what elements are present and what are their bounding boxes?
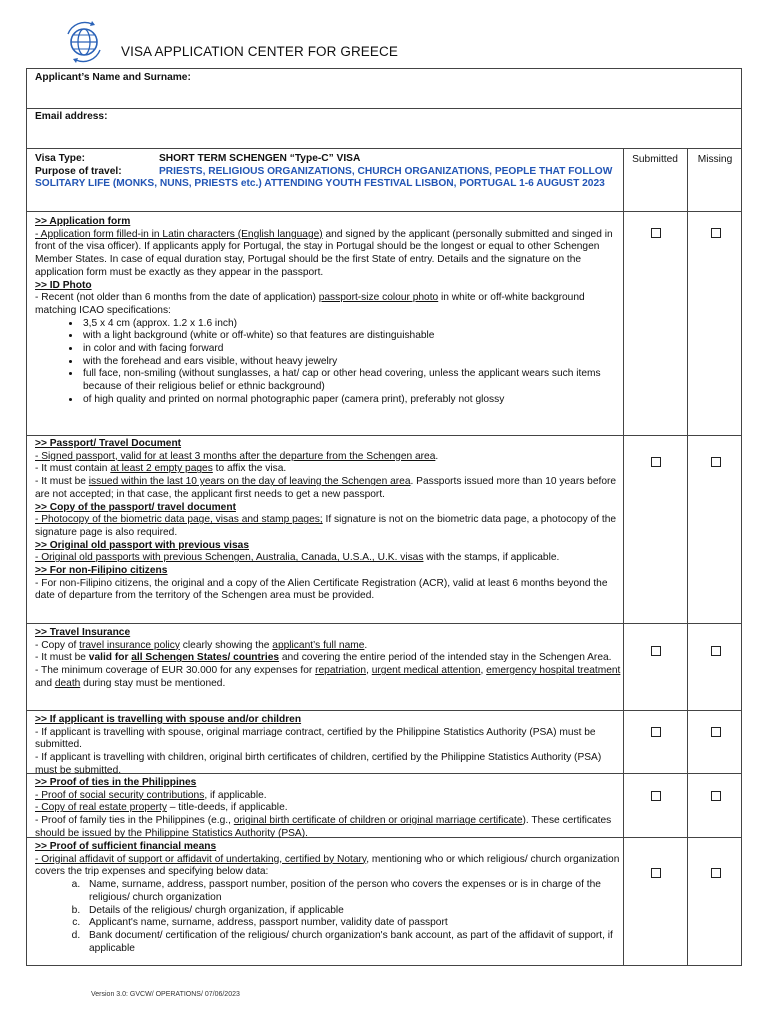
section-spouse-children [27,711,741,774]
passport-copy-heading: >> Copy of the passport/ travel document [35,501,236,513]
visa-type-block [35,153,623,191]
missing-checkbox[interactable] [711,727,721,737]
submitted-checkbox[interactable] [651,457,661,467]
purpose-label: Purpose of travel: [35,165,122,177]
insurance-text-3: - The minimum coverage of EUR 30.000 for any expenses for repatriation, urgent medical attention, emergency hospital treatment and death during stay must be mentioned. [35,665,621,689]
photo-spec-list [35,318,623,407]
id-photo-text: - Recent (not older than 6 months from the date of application) passport-size colour photo in white or off-white background matching ICAO specifications: [35,292,585,316]
insurance-text-1: - Copy of travel insurance policy clearly showing the applicant’s full name. [35,639,368,651]
section-passport [27,436,741,624]
section-passport-text [35,438,623,603]
missing-header: Missing [697,154,733,165]
missing-checkbox[interactable] [711,646,721,656]
name-label: Applicant’s Name and Surname: [35,72,191,83]
ties-heading: >> Proof of ties in the Philippines [35,777,197,788]
email-label: Email address: [35,111,108,122]
ties-text-2: - Copy of real estate property – title-deeds, if applicable. [35,802,288,814]
missing-checkbox[interactable] [711,457,721,467]
checklist-table [26,68,742,966]
section-application-photo [27,212,741,436]
financial-data-list [35,879,623,955]
section-ties [27,774,741,838]
section-ties-text [35,777,623,841]
missing-checkbox[interactable] [711,868,721,878]
application-form-text: - Application form filled-in in Latin characters (English language) and signed by the applicant (personally submitted and singed in front of the visa officer). If applicants apply for Portugal, the stay in Portugal should be the longest or equal to other Schengen Member States. In case of equal duration stay, Portugal should be the first State of entry. Details and the signature on the application form must be exactly as they appear in the passport. [35,228,613,278]
insurance-heading: >> Travel Insurance [35,627,131,638]
section-travel-insurance [27,624,741,711]
submitted-checkbox[interactable] [651,791,661,801]
passport-text-1: - Signed passport, valid for at least 3 months after the departure from the Schengen area. [35,450,439,462]
passport-copy-text: - Photocopy of the biometric data page, visas and stamp pages; If signature is not on the biometric data page, a photocopy of the signature page is also required. [35,514,617,538]
list-item: • of high quality and printed on normal photographic paper (camera print), preferably not glossy [81,394,623,407]
visa-type-row [27,149,741,212]
id-photo-heading: >> ID Photo [35,279,92,291]
financial-heading: >> Proof of sufficient financial means [35,841,217,852]
missing-checkbox[interactable] [711,228,721,238]
list-item: b. Details of the religious/ churgh organization, if applicable [83,905,623,918]
visa-type-label: Visa Type: [35,153,86,164]
purpose-value: PRIESTS, RELIGIOUS ORGANIZATIONS, CHURCH ORGANIZATIONS, PEOPLE THAT FOLLOW SOLITARY LIFE (MONKS, NUNS, PRIESTS etc.) ATTENDING YOUTH FESTIVAL LISBON, PORTUGAL 1-6 AUGUST 2023 [35,165,613,190]
old-passport-text: - Original old passports with previous Schengen, Australia, Canada, U.S.A., U.K. visas with the stamps, if applicable. [35,552,560,564]
section-financial-means-text [35,841,623,955]
list-item: • with a light background (white or off-white) so that features are distinguishable [81,330,623,343]
globe-icon [62,20,106,64]
missing-checkbox[interactable] [711,791,721,801]
insurance-text-2: - It must be valid for all Schengen States/ countries and covering the entire period of the intended stay in the Schengen Area. [35,652,612,664]
section-financial-means [27,838,741,967]
old-passport-heading: >> Original old passport with previous visas [35,539,249,551]
application-form-heading: >> Application form [35,216,131,227]
list-item: c. Applicant's name, surname, address, passport number, validity date of passport [83,917,623,930]
email-row [27,109,741,149]
financial-text: - Original affidavit of support or affidavit of undertaking, certified by Notary, mentioning who or which religious/ church organization covers the trip expenses and specifying below data: [35,853,620,878]
submitted-checkbox[interactable] [651,727,661,737]
section-travel-insurance-text [35,627,623,691]
passport-text-2: - It must contain at least 2 empty pages to affix the visa. [35,463,287,475]
section-spouse-children-text [35,714,623,778]
ties-text-1: - Proof of social security contributions, if applicable. [35,789,267,801]
spouse-text-1: - If applicant is travelling with spouse, original marriage contract, certified by the Philippine Statistics Authority (PSA) must be submitted. [35,726,596,751]
non-filipino-text: - For non-Filipino citizens, the original and a copy of the Alien Certificate Registration (ACR), valid at least 6 months beyond the date of departure from the territory of the Schengen area must be provided. [35,577,608,602]
passport-heading: >> Passport/ Travel Document [35,438,182,449]
list-item: • 3,5 x 4 cm (approx. 1.2 x 1.6 inch) [81,318,623,331]
visa-type-value: SHORT TERM SCHENGEN “Type-C” VISA [159,153,361,164]
submitted-header: Submitted [632,154,678,165]
list-item: • full face, non-smiling (without sunglasses, a hat/ cap or other head covering, unless the applicant wears such items because of their religious belief or ethnic background) [81,368,623,393]
list-item: d. Bank document/ certification of the religious/ church organization's bank account, as part of the affidavit of support, if applicable [83,930,623,955]
spouse-text-2: - If applicant is travelling with children, original birth certificates of children, certified by the Philippine Statistics Authority (PSA) must be submitted. [35,752,602,776]
ties-text-3: - Proof of family ties in the Philippines (e.g., original birth certificate of children or original marriage certificate). These certificates should be issued by the Philippine Statistics Authority (PSA). [35,815,612,839]
version-footer: Version 3.0: GVCW/ OPERATIONS/ 07/06/2023 [91,991,240,998]
non-filipino-heading: >> For non-Filipino citizens [35,565,168,577]
passport-text-3: - It must be issued within the last 10 years on the day of leaving the Schengen area. Passports issued more than 10 years before are not accepted; in that case, the applicant first needs to get a new passport. [35,476,617,500]
list-item: • in color and with facing forward [81,343,623,356]
name-row [27,69,741,109]
section-application-photo-text [35,216,623,407]
document-title: VISA APPLICATION CENTER FOR GREECE [121,44,398,59]
submitted-checkbox[interactable] [651,868,661,878]
submitted-checkbox[interactable] [651,646,661,656]
list-item: • with the forehead and ears visible, without heavy jewelry [81,356,623,369]
submitted-checkbox[interactable] [651,228,661,238]
spouse-heading: >> If applicant is travelling with spouse and/or children [35,714,302,725]
list-item: a. Name, surname, address, passport number, position of the person who covers the expenses or is in charge of the religious/ church organization [83,879,623,904]
